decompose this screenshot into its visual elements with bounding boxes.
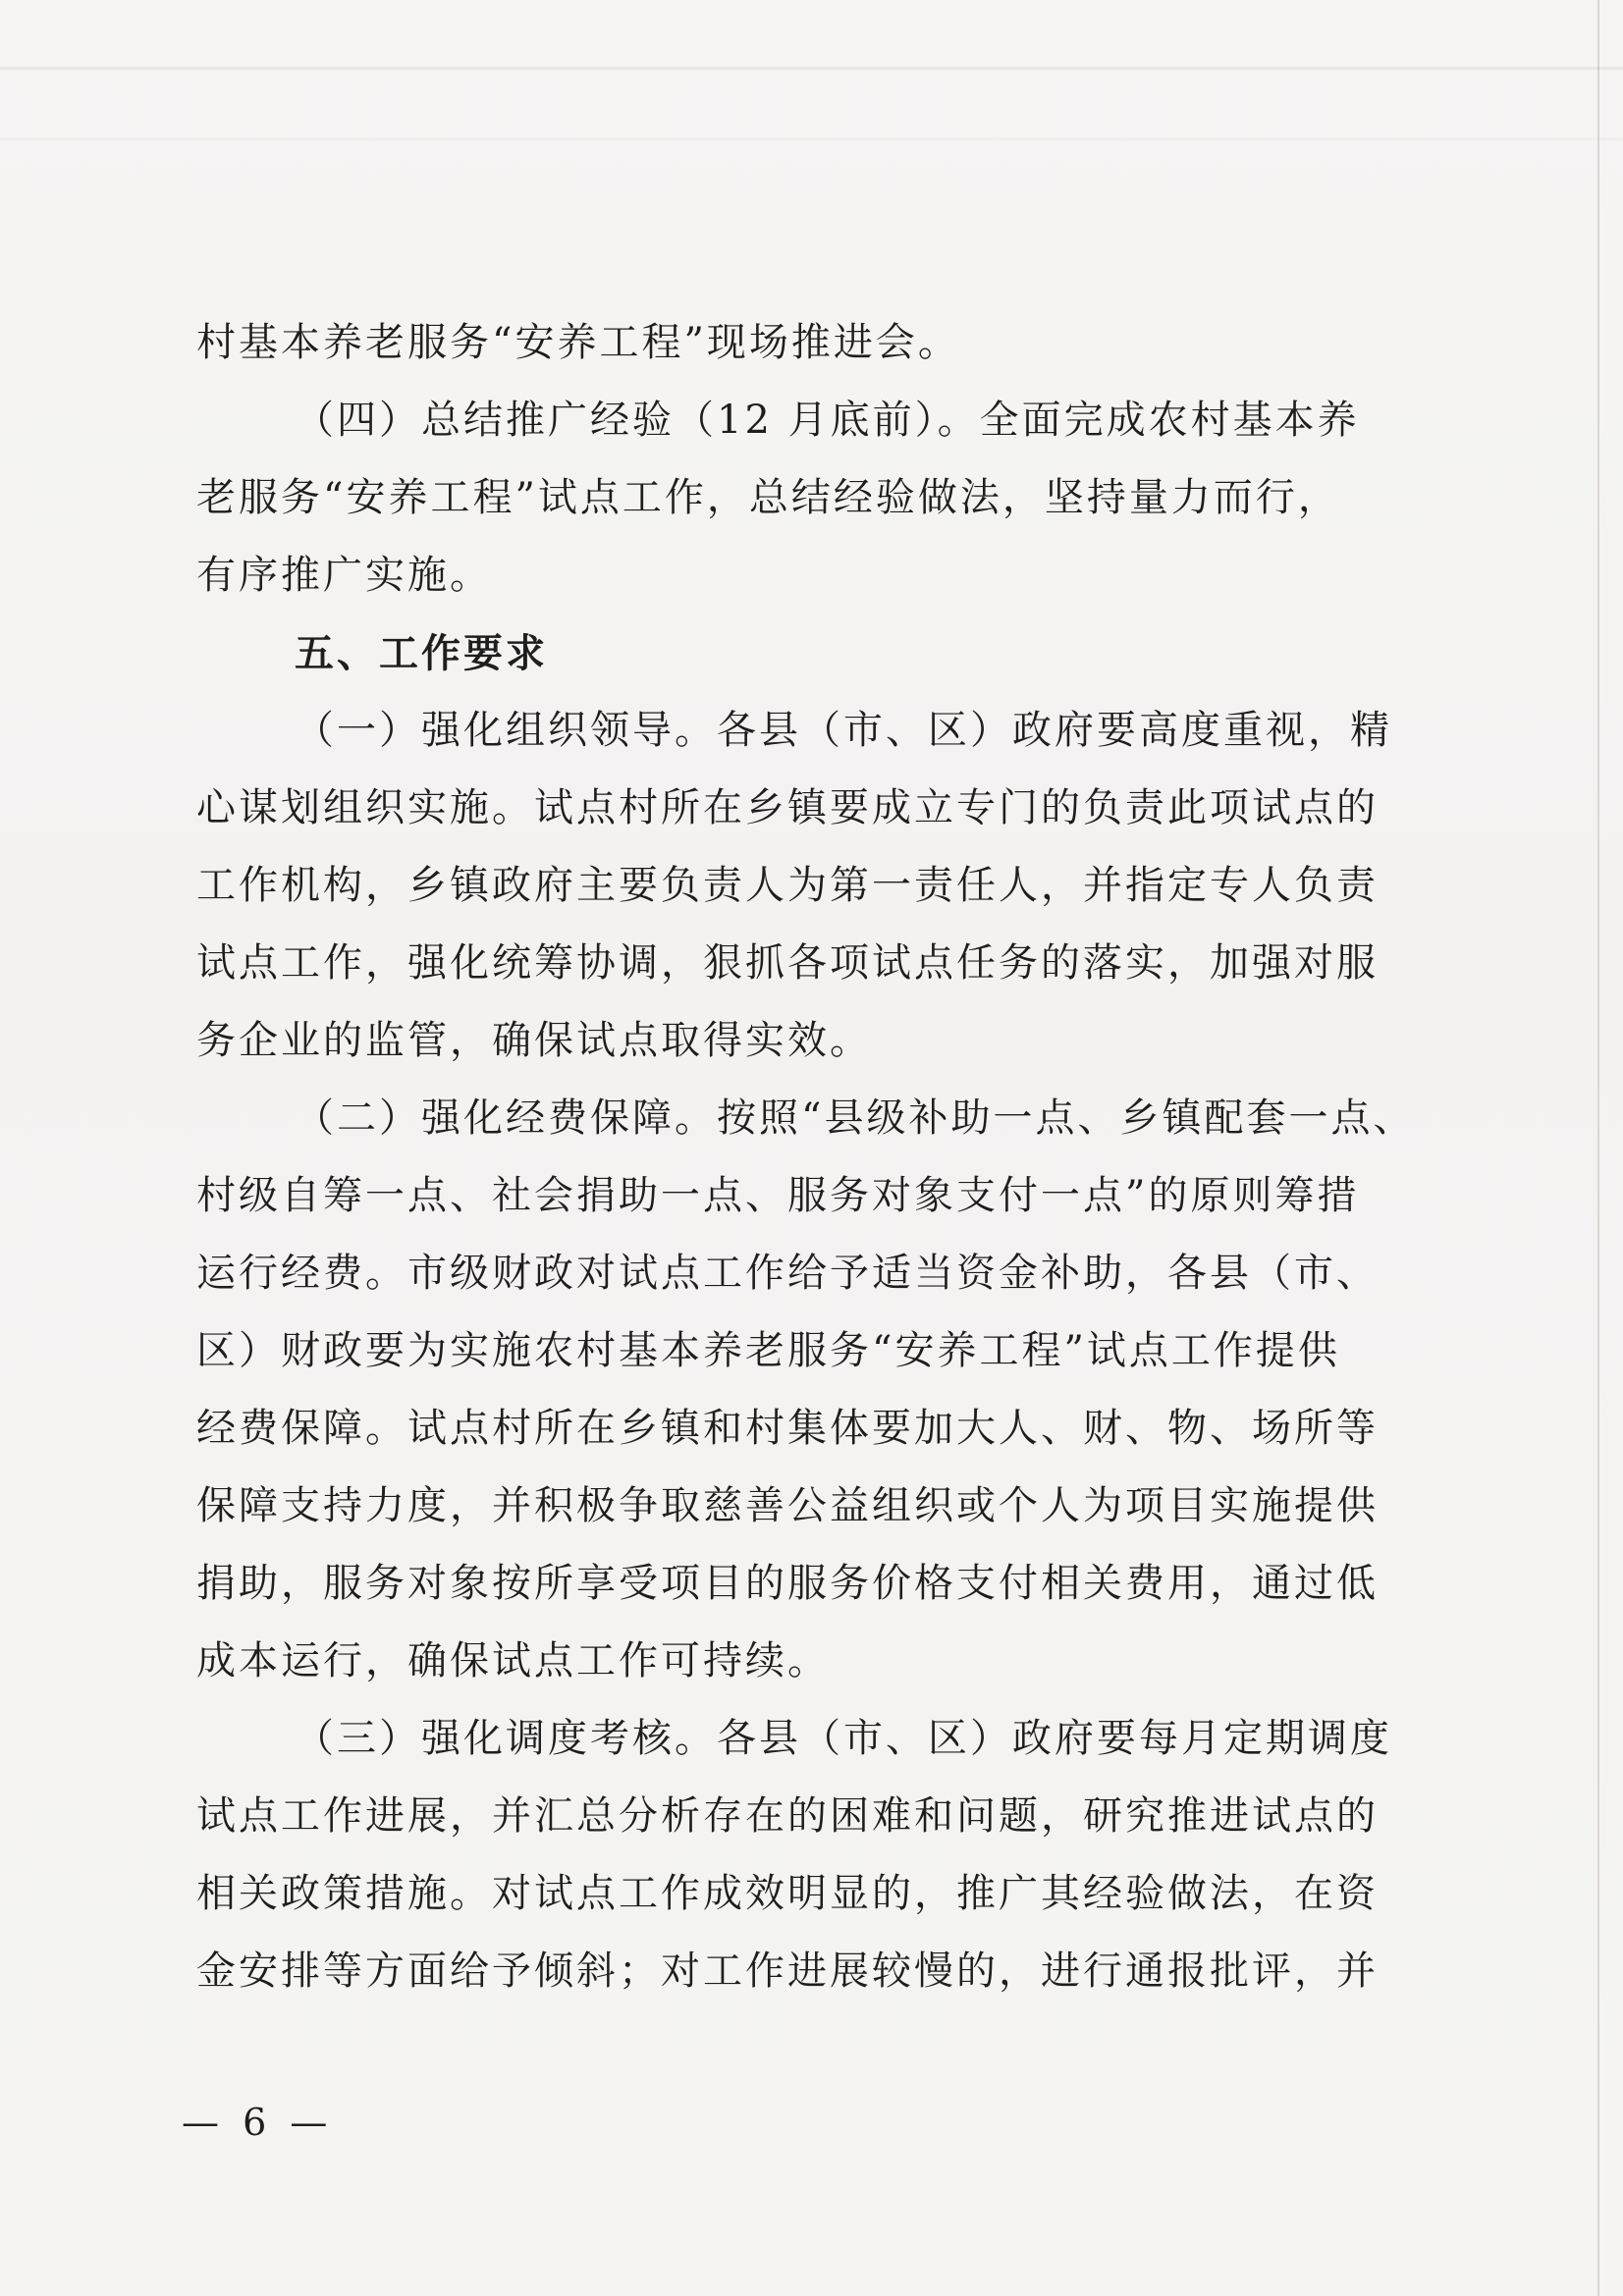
section-heading: 五、工作要求	[295, 630, 548, 676]
text-line: 成本运行，确保试点工作可持续。	[196, 1638, 830, 1683]
text-line: 保障支持力度，并积极争取慈善公益组织或个人为项目实施提供	[196, 1483, 1379, 1528]
page-number: — 6 —	[182, 2101, 334, 2144]
text-line: （四）总结推广经验（12 月底前）。全面完成农村基本养	[295, 398, 1360, 443]
text-line: （一）强化组织领导。各县（市、区）政府要高度重视，精	[295, 708, 1392, 753]
scan-artifact	[0, 67, 1623, 70]
text-line: 村基本养老服务“安养工程”现场推进会。	[196, 320, 960, 365]
text-line: 经费保障。试点村所在乡镇和村集体要加大人、财、物、场所等	[196, 1406, 1379, 1451]
scan-artifact	[0, 137, 1623, 140]
text-line: 相关政策措施。对试点工作成效明显的，推广其经验做法，在资	[196, 1871, 1379, 1916]
text-line: （三）强化调度考核。各县（市、区）政府要每月定期调度	[295, 1716, 1392, 1761]
text-line: 有序推广实施。	[196, 553, 492, 598]
text-line: 试点工作进展，并汇总分析存在的困难和问题，研究推进试点的	[196, 1793, 1379, 1839]
page-edge-line	[1597, 0, 1599, 2296]
text-line: 心谋划组织实施。试点村所在乡镇要成立专门的负责此项试点的	[196, 785, 1379, 830]
text-line: 运行经费。市级财政对试点工作给予适当资金补助，各县（市、	[196, 1251, 1379, 1296]
text-line: （二）强化经费保障。按照“县级补助一点、乡镇配套一点、	[295, 1095, 1416, 1141]
text-line: 区）财政要为实施农村基本养老服务“安养工程”试点工作提供	[196, 1328, 1340, 1373]
body-text	[196, 304, 1416, 2010]
text-line: 捐助，服务对象按所享受项目的服务价格支付相关费用，通过低	[196, 1561, 1379, 1606]
text-line: 试点工作，强化统筹协调，狠抓各项试点任务的落实，加强对服	[196, 940, 1379, 986]
text-line: 老服务“安养工程”试点工作，总结经验做法，坚持量力而行，	[196, 475, 1340, 520]
text-line: 务企业的监管，确保试点取得实效。	[196, 1018, 872, 1063]
text-line: 村级自筹一点、社会捐助一点、服务对象支付一点”的原则筹措	[196, 1173, 1360, 1218]
text-line: 工作机构，乡镇政府主要负责人为第一责任人，并指定专人负责	[196, 863, 1379, 908]
text-line: 金安排等方面给予倾斜；对工作进展较慢的，进行通报批评，并	[196, 1949, 1379, 1994]
